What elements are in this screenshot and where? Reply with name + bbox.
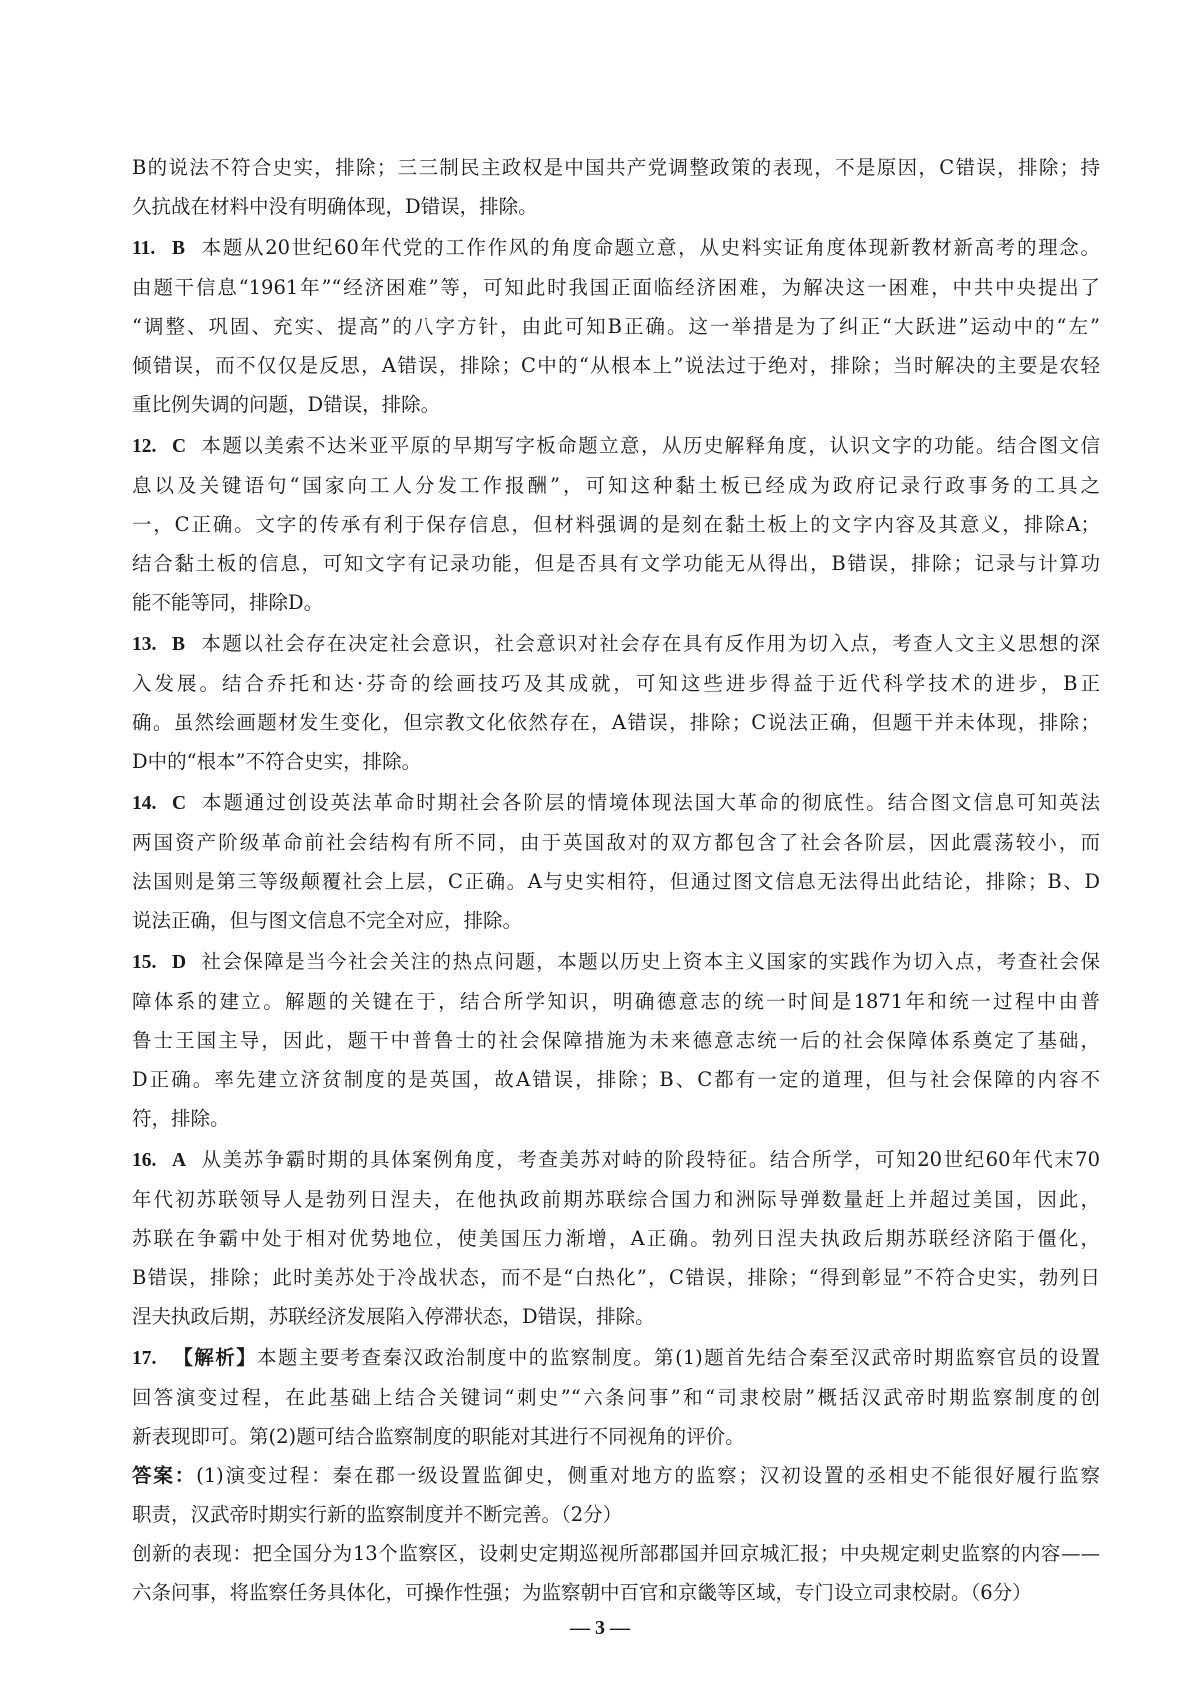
text-line: 本题以美索不达米亚平原的早期写字板命题立意，从历史解释角度，认识文字的功能。结合图文信 <box>200 434 1100 457</box>
question-number: 11. <box>132 238 156 259</box>
text-line: 回答演变过程，在此基础上结合关键词“刺史”“六条问事”和“司隶校尉”概括汉武帝时期监察制度的创 <box>132 1386 1100 1409</box>
page-number: — 3 — <box>570 1617 630 1639</box>
text-line: B错误，排除；此时美苏处于冷战状态，而不是“白热化”，C错误，排除；“得到彰显”不符合史实，勃列日 <box>132 1266 1100 1289</box>
text-line: 年代初苏联领导人是勃列日涅夫，在他执政前期苏联综合国力和洲际导弹数量赶上并超过美国，因此， <box>132 1188 1100 1211</box>
text-line: 障体系的建立。解题的关键在于，结合所学知识，明确德意志的统一时间是1871年和统一过程中由普 <box>132 990 1100 1013</box>
text-line: 苏联在争霸中处于相对优势地位，使美国压力渐增，A正确。勃列日涅夫执政后期苏联经济陷于僵化， <box>132 1227 1100 1250</box>
text-line: D中的“根本”不符合史实，排除。 <box>132 750 422 773</box>
text-line: 久抗战在材料中没有明确体现，D错误，排除。 <box>132 195 538 218</box>
question-number: 14. <box>132 793 157 814</box>
text-line: 入发展。结合乔托和达·芬奇的绘画技巧及其成就，可知这些进步得益于近代科学技术的进步，B正 <box>132 672 1100 695</box>
question-16 <box>132 1140 1100 1336</box>
page-content <box>132 148 1100 1612</box>
question-14 <box>132 783 1100 940</box>
text-line: 本题从20世纪60年代党的工作作风的角度命题立意，从史料实证角度体现新教材新高考的理念。 <box>200 236 1100 259</box>
text-line: 息以及关键语句“国家向工人分发工作报酬”，可知这种黏土板已经成为政府记录行政事务的工具之 <box>132 474 1100 497</box>
text-line: 重比例失调的问题，D错误，排除。 <box>132 393 441 416</box>
text-line: 倾错误，而不仅仅是反思，A错误，排除；C中的“从根本上”说法过于绝对，排除；当时解决的主要是农轻 <box>132 354 1100 377</box>
answer-letter: B <box>172 238 186 259</box>
text-line: “调整、巩固、充实、提高”的八字方针，由此可知B正确。这一举措是为了纠正“大跃进”运动中的“左” <box>132 315 1100 338</box>
question-number: 15. <box>132 952 157 973</box>
question-13 <box>132 624 1100 781</box>
question-number: 17. <box>132 1348 157 1369</box>
question-17 <box>132 1338 1100 1612</box>
answer-letter: B <box>172 634 186 655</box>
text-line: (1)演变过程：秦在郡一级设置监御史，侧重对地方的监察；汉初设置的丞相史不能很好履行监察 <box>196 1464 1100 1487</box>
question-11 <box>132 228 1100 424</box>
answer-letter: A <box>172 1150 187 1171</box>
question-12 <box>132 426 1100 622</box>
question-number: 13. <box>132 634 157 655</box>
text-line: 创新的表现：把全国分为13个监察区，设刺史定期巡视所部郡国并回京城汇报；中央规定刺史监察的内容—— <box>132 1542 1100 1565</box>
answer-letter: C <box>172 436 187 457</box>
text-line: 能不能等同，排除D。 <box>132 591 324 614</box>
question-15 <box>132 942 1100 1138</box>
text-line: 确。虽然绘画题材发生变化，但宗教文化依然存在，A错误，排除；C说法正确，但题干并未体现，排除； <box>132 711 1100 734</box>
text-line: 社会保障是当今社会关注的热点问题，本题以历史上资本主义国家的实践作为切入点，考查社会保 <box>200 950 1100 973</box>
text-line: 本题通过创设英法革命时期社会各阶层的情境体现法国大革命的彻底性。结合图文信息可知英法 <box>200 791 1100 814</box>
text-line: 符，排除。 <box>132 1107 230 1130</box>
text-line: 两国资产阶级革命前社会结构有所不同，由于英国敌对的双方都包含了社会各阶层，因此震荡较小，而 <box>132 831 1100 854</box>
answer-letter: D <box>172 952 187 973</box>
question-number: 16. <box>132 1150 157 1171</box>
text-line: B的说法不符合史实，排除；三三制民主政权是中国共产党调整政策的表现，不是原因，C错误，排除；持 <box>132 156 1100 179</box>
text-line: 新表现即可。第(2)题可结合监察制度的职能对其进行不同视角的评价。 <box>132 1425 745 1448</box>
text-line: 六条问事，将监察任务具体化，可操作性强；为监察朝中百官和京畿等区域，专门设立司隶校尉。（6分） <box>132 1581 1032 1604</box>
text-line: 从美苏争霸时期的具体案例角度，考查美苏对峙的阶段特征。结合所学，可知20世纪60年代末70 <box>200 1148 1100 1171</box>
text-line: 法国则是第三等级颠覆社会上层，C正确。A与史实相符，但通过图文信息无法得出此结论，排除；B、D <box>132 870 1100 893</box>
text-line: D正确。率先建立济贫制度的是英国，故A错误，排除；B、C都有一定的道理，但与社会保障的内容不 <box>132 1068 1100 1091</box>
answer-tag: 答案： <box>132 1464 197 1487</box>
analysis-tag: 【解析】 <box>172 1346 258 1369</box>
text-line: 鲁士王国主导，因此，题干中普鲁士的社会保障措施为未来德意志统一后的社会保障体系奠定了基础， <box>132 1029 1100 1052</box>
intro-block <box>132 148 1100 226</box>
text-line: 说法正确，但与图文信息不完全对应，排除。 <box>132 909 523 932</box>
text-line: 一，C正确。文字的传承有利于保存信息，但材料强调的是刻在黏土板上的文字内容及其意义，排除A； <box>132 513 1100 536</box>
text-line: 结合黏土板的信息，可知文字有记录功能，但是否具有文学功能无从得出，B错误，排除；记录与计算功 <box>132 552 1100 575</box>
text-line: 职责，汉武帝时期实行新的监察制度并不断完善。（2分） <box>132 1503 623 1526</box>
question-number: 12. <box>132 436 157 457</box>
text-line: 本题主要考查秦汉政治制度中的监察制度。第(1)题首先结合秦至汉武帝时期监察官员的设置 <box>257 1346 1100 1369</box>
text-line: 本题以社会存在决定社会意识，社会意识对社会存在具有反作用为切入点，考查人文主义思想的深 <box>200 632 1100 655</box>
text-line: 由题干信息“1961年”“经济困难”等，可知此时我国正面临经济困难，为解决这一困难，中共中央提出了 <box>132 276 1100 299</box>
text-line: 涅夫执政后期，苏联经济发展陷入停滞状态，D错误，排除。 <box>132 1305 655 1328</box>
answer-letter: C <box>172 793 187 814</box>
